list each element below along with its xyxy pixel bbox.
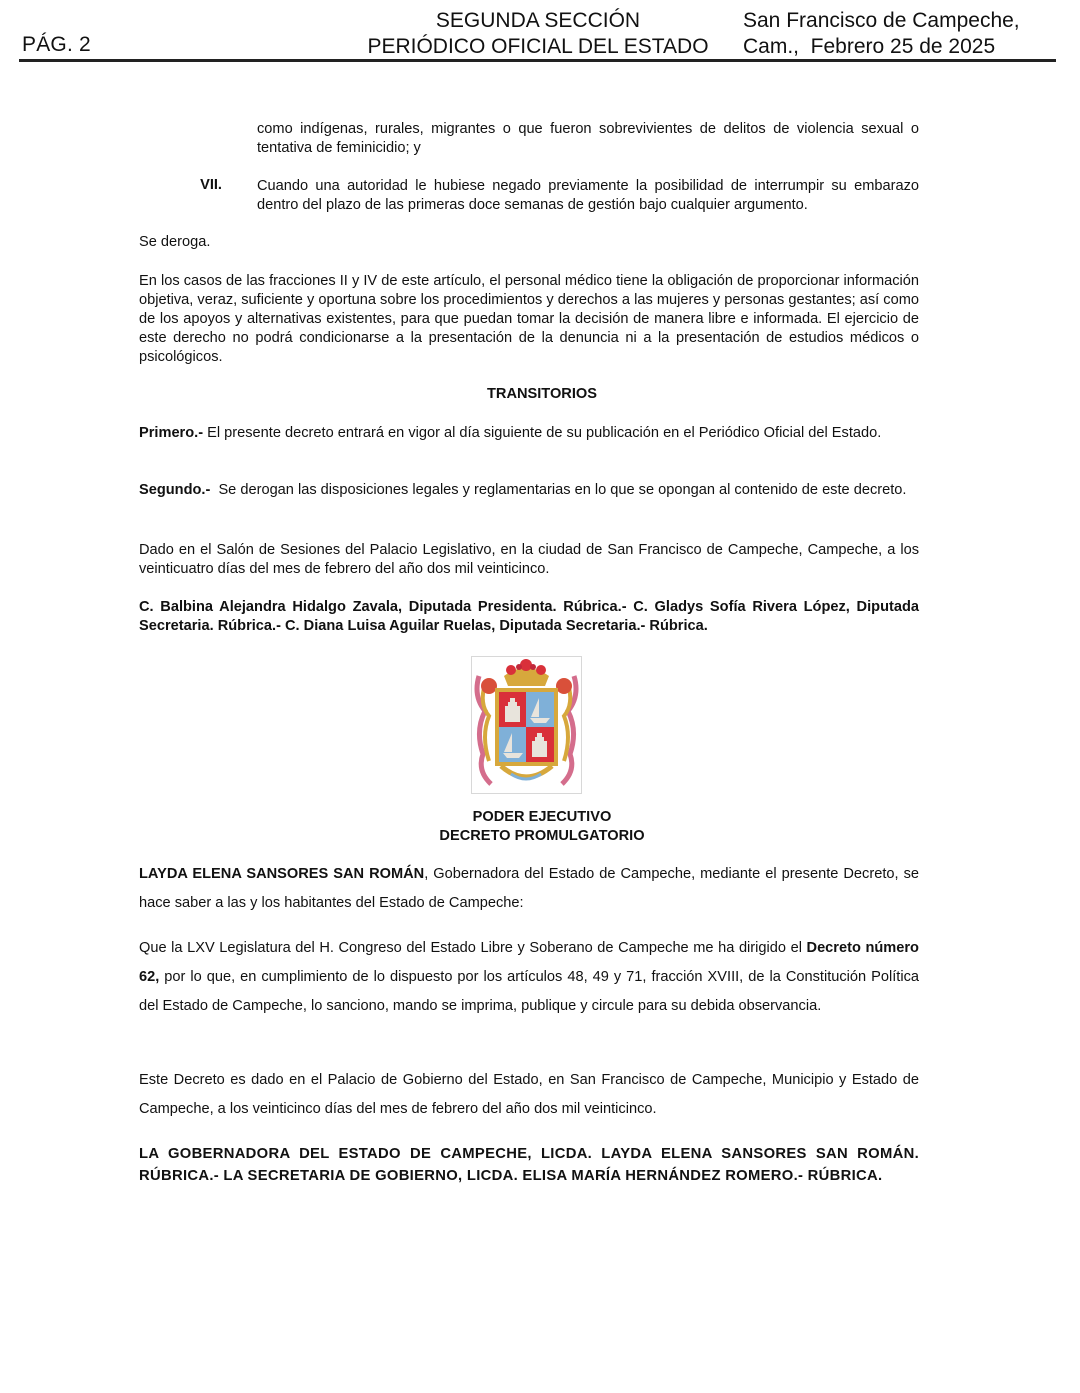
fraction-text: Cuando una autoridad le hubiese negado previamente la posibilidad de interrumpir su embarazo dentro del plazo de las primeras doce semanas de gestión bajo cualquier argumento. xyxy=(257,178,919,213)
publication-title: PERIÓDICO OFICIAL DEL ESTADO xyxy=(367,35,709,58)
coat-of-arms-icon xyxy=(471,656,582,794)
obligation-paragraph: En los casos de las fracciones II y IV de este artículo, el personal médico tiene la obligación de proporcionar información objetiva, veraz, suficiente y oportuna sobre los procedimientos y derechos a las mujeres y personas gestantes; así como de los apoyos y alternativas existentes, para que puedan tomar la decisión de manera libre e informada. El ejercicio de este derecho no podrá condicionarse a la presentación de la denuncia ni a la presentación de estudios médicos o psicológicos. xyxy=(139,273,919,365)
este-decreto-paragraph: Este Decreto es dado en el Palacio de Gobierno del Estado, en San Francisco de Campeche, Municipio y Estado de Campeche, a los veinticinco días del mes de febrero del año dos mil veinticinco. xyxy=(139,1072,919,1117)
segundo-label: Segundo.- xyxy=(139,482,211,498)
executive-heading xyxy=(139,808,945,846)
segundo-text: Se derogan las disposiciones legales y reglamentarias en lo que se opongan al contenido de este decreto. xyxy=(210,482,907,498)
decreto-promulgatorio-heading: DECRETO PROMULGATORIO xyxy=(439,828,645,844)
decree-number: Decreto número 62, xyxy=(139,940,919,985)
governor-paragraph xyxy=(139,860,919,918)
decree-post: por lo que, en cumplimiento de lo dispuesto por los artículos 48, 49 y 71, fracción XVIII, de la Constitución Política del Estado de Campeche, lo sanciono, mando se imprima, publique y circule para su debida observancia. xyxy=(139,968,919,1014)
primero-text: El presente decreto entrará en vigor al día siguiente de su publicación en el Periódico Oficial del Estado. xyxy=(203,425,882,441)
se-deroga-note: Se deroga. xyxy=(139,234,211,250)
primero-label: Primero.- xyxy=(139,425,204,441)
transitorio-segundo xyxy=(139,481,919,500)
fraction-continuation: como indígenas, rurales, migrantes o que fueron sobrevivientes de delitos de violencia sexual o tentativa de feminicidio; y xyxy=(257,121,919,156)
page-number: PÁG. 2 xyxy=(22,33,91,56)
transitorios-heading: TRANSITORIOS xyxy=(486,386,597,402)
decree-paragraph xyxy=(139,934,919,1020)
decree-pre: Que la LXV Legislatura del H. Congreso del Estado Libre y Soberano de Campeche me ha dirigido el xyxy=(139,940,807,956)
governor-text: , Gobernadora del Estado de Campeche, mediante el presente Decreto, se hace saber a las y los habitantes del Estado de Campeche: xyxy=(139,866,919,911)
publication-header xyxy=(358,8,718,60)
publication-date: Cam., Febrero 25 de 2025 xyxy=(743,35,996,58)
legislative-signatures: C. Balbina Alejandra Hidalgo Zavala, Diputada Presidenta. Rúbrica.- C. Gladys Sofía Rivera López, Diputada Secretaria. Rúbrica.- C. Diana Luisa Aguilar Ruelas, Diputada Secretaria.- Rúbrica. xyxy=(139,599,919,634)
executive-signatures: LA GOBERNADORA DEL ESTADO DE CAMPECHE, LICDA. LAYDA ELENA SANSORES SAN ROMÁN. RÚBRICA.- LA SECRETARIA DE GOBIERNO, LICDA. ELISA MARÍA HERNÁNDEZ ROMERO.- RÚBRICA. xyxy=(139,1146,919,1184)
transitorio-primero xyxy=(139,424,919,443)
publication-place: San Francisco de Campeche, xyxy=(743,9,1020,32)
header-divider xyxy=(19,59,1056,62)
governor-name: LAYDA ELENA SANSORES SAN ROMÁN xyxy=(139,866,425,882)
section-label: SEGUNDA SECCIÓN xyxy=(435,9,641,32)
dado-paragraph: Dado en el Salón de Sesiones del Palacio Legislativo, en la ciudad de San Francisco de Campeche, Campeche, a los veinticuatro días del mes de febrero del año dos mil veinticinco. xyxy=(139,542,919,577)
poder-ejecutivo-heading: PODER EJECUTIVO xyxy=(472,809,612,825)
fraction-number: VII. xyxy=(200,177,222,193)
publication-place-date xyxy=(743,8,1020,60)
